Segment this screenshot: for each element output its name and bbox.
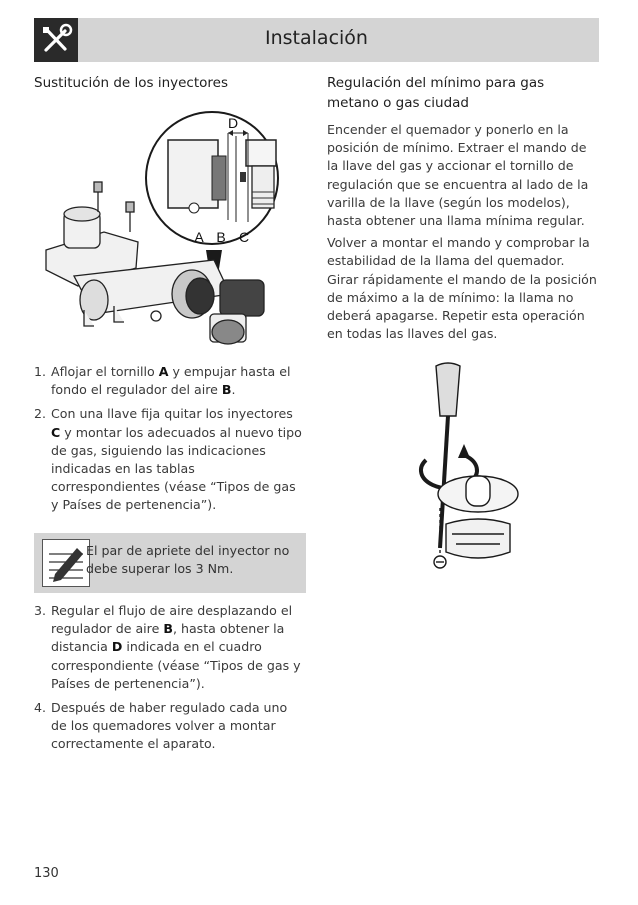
list-item: 4. Después de haber regulado cada uno de los quemadores volver a montar correctamente el aparato. xyxy=(34,700,288,752)
paragraph: Encender el quemador y ponerlo en la posición de mínimo. Extraer el mando de la llave del gas y accionar el tornillo de regulación que se encuentra al lado de la varilla de la llave (según los modelos), hasta obtener una llama mínima regular. xyxy=(327,122,589,229)
injector-figure xyxy=(34,100,306,350)
label-c: C xyxy=(238,229,250,245)
list-item: 3. Regular el flujo de aire desplazando el regulador de aire B, hasta obtener la distancia D indicada en el cuadro correspondiente (véase “Tipos de gas y Países de pertenencia”). xyxy=(34,603,301,691)
right-column xyxy=(327,73,599,343)
minimum-section-title: Regulación del mínimo para gas metano o gas ciudad xyxy=(327,75,545,111)
pencil-note-icon xyxy=(42,539,90,587)
label-a: A xyxy=(194,229,204,245)
list-item: 2. Con una llave fija quitar los inyectores C y montar los adecuados al nuevo tipo de gas, siguiendo las indicaciones indicadas en las tablas correspondientes (véase “Tipos de gas y Países de pertenencia”). xyxy=(34,406,302,513)
page-number: 130 xyxy=(34,866,59,881)
left-column xyxy=(34,73,306,93)
section-header xyxy=(34,18,599,62)
page-title: Instalación xyxy=(265,27,368,49)
steps-list-2 xyxy=(34,602,306,760)
injector-section-title: Sustitución de los inyectores xyxy=(34,75,229,91)
torque-note-box xyxy=(34,533,306,593)
paragraph: Volver a montar el mando y comprobar la estabilidad de la llama del quemador. Girar rápidamente el mando de la posición de máximo a la de mínimo: la llama no deberá apagarse. Repetir esta operación en todas las llaves del gas. xyxy=(327,235,597,342)
list-item: 1. Aflojar el tornillo A y empujar hasta el fondo el regulador del aire B. xyxy=(34,364,291,398)
note-text: El par de apriete del inyector no debe superar los 3 Nm. xyxy=(86,543,290,577)
label-d: D xyxy=(227,115,239,131)
label-b: B xyxy=(216,229,226,245)
steps-list-1 xyxy=(34,363,306,521)
minimum-adjust-figure xyxy=(400,348,550,588)
